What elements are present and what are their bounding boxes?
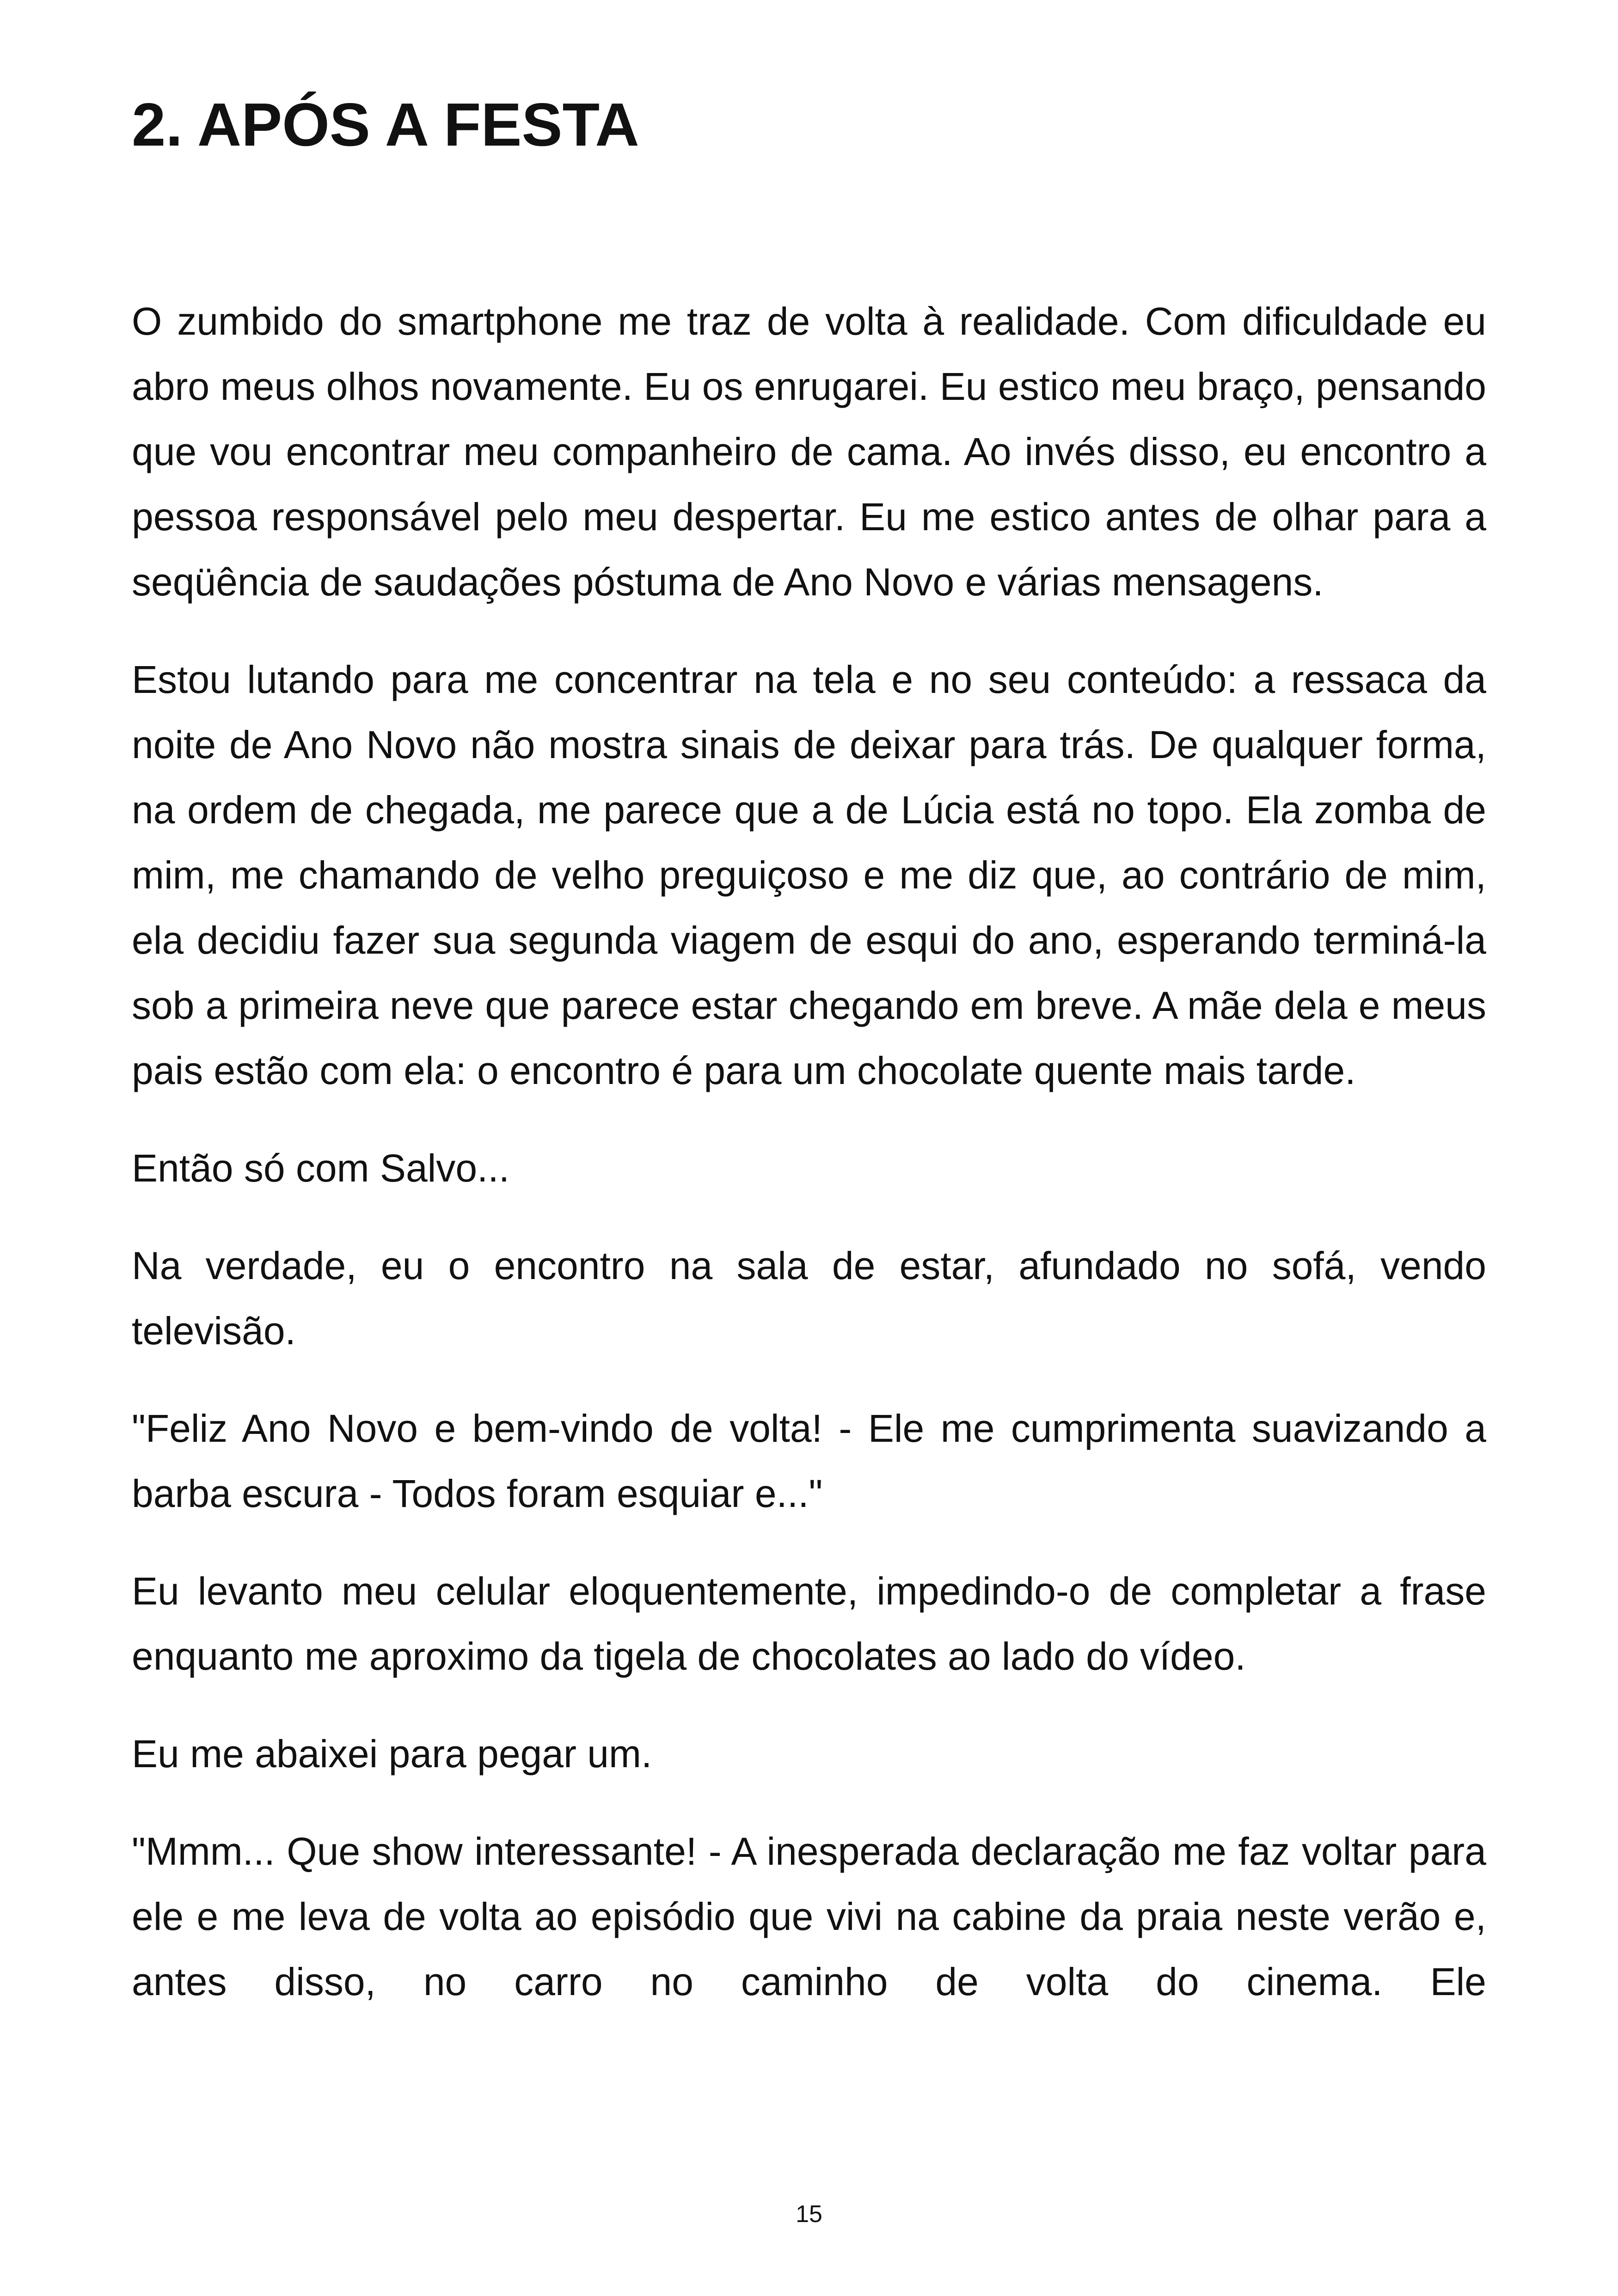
- paragraph: Na verdade, eu o encontro na sala de estar, afundado no sofá, vendo televisão.: [132, 1244, 1486, 1353]
- page-number: 15: [796, 2201, 822, 2228]
- paragraph: "Mmm... Que show interessante! - A inesperada declaração me faz voltar para ele e me leva de volta ao episódio que vivi na cabine da praia neste verão e, antes disso, no carro no caminho de volta do cinema. Ele: [132, 1830, 1486, 2003]
- paragraph: Então só com Salvo...: [132, 1146, 510, 1190]
- paragraph: Eu levanto meu celular eloquentemente, impedindo-o de completar a frase enquanto me aproximo da tigela de chocolates ao lado do vídeo.: [132, 1569, 1486, 1678]
- paragraph: "Feliz Ano Novo e bem-vindo de volta! - Ele me cumprimenta suavizando a barba escura - Todos foram esquiar e...": [132, 1407, 1486, 1515]
- paragraph: O zumbido do smartphone me traz de volta à realidade. Com dificuldade eu abro meus olhos novamente. Eu os enrugarei. Eu estico meu braço, pensando que vou encontrar meu companheiro de cama. Ao invés disso, eu encontro a pessoa responsável pelo meu despertar. Eu me estico antes de olhar para a seqüência de saudações póstuma de Ano Novo e várias mensagens.: [132, 300, 1486, 604]
- chapter-title: 2. APÓS A FESTA: [132, 91, 639, 159]
- paragraph: Eu me abaixei para pegar um.: [132, 1732, 652, 1776]
- paragraph: Estou lutando para me concentrar na tela e no seu conteúdo: a ressaca da noite de Ano Novo não mostra sinais de deixar para trás. De qualquer forma, na ordem de chegada, me parece que a de Lúcia está no topo. Ela zomba de mim, me chamando de velho preguiçoso e me diz que, ao contrário de mim, ela decidiu fazer sua segunda viagem de esqui do ano, esperando terminá-la sob a primeira neve que parece estar chegando em breve. A mãe dela e meus pais estão com ela: o encontro é para um chocolate quente mais tarde.: [132, 658, 1486, 1092]
- chapter-body: [132, 289, 1486, 2047]
